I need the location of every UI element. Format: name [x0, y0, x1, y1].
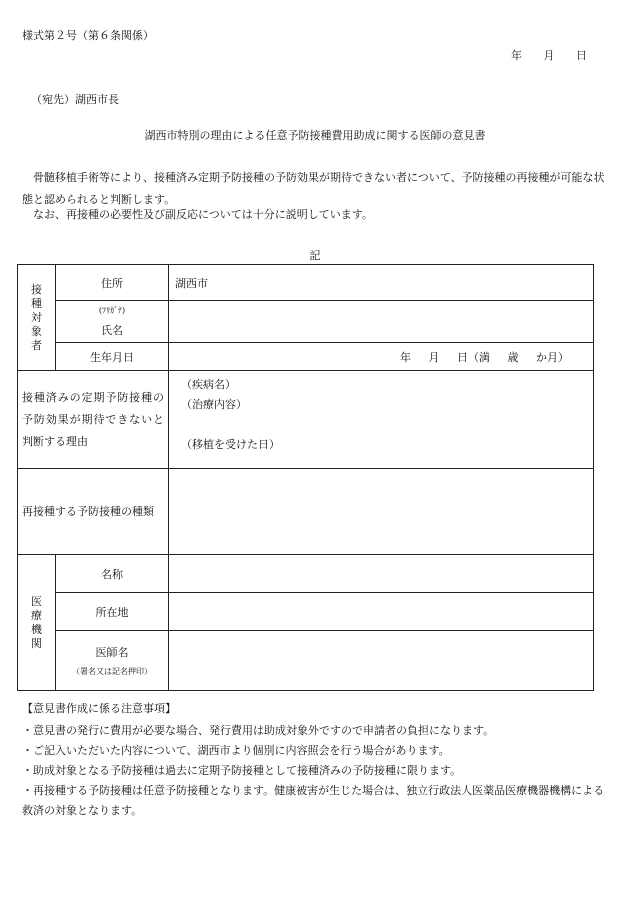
reason-field[interactable]	[169, 371, 594, 469]
dob-label: 生年月日	[56, 343, 169, 371]
address-value: 湖西市	[175, 276, 208, 290]
facility-address-label: 所在地	[56, 593, 169, 631]
doctor-name-field[interactable]	[169, 631, 594, 691]
medical-char: 医	[31, 594, 42, 608]
subject-char: 種	[31, 296, 42, 310]
medical-char: 機	[31, 622, 42, 636]
facility-name-field[interactable]	[169, 555, 594, 593]
name-field[interactable]	[169, 301, 594, 343]
facility-address-field[interactable]	[169, 593, 594, 631]
notes-heading: 【意見書作成に係る注意事項】	[22, 702, 176, 715]
subject-char: 象	[31, 324, 42, 338]
body-paragraph-1: 骨髄移植手術等により、接種済み定期予防接種の予防効果が期待できない者について、予防接種の再接種が可能な状態と認められると判断します。	[22, 171, 605, 206]
document-title: 湖西市特別の理由による任意予防接種費用助成に関する医師の意見書	[144, 129, 486, 142]
subject-group-label	[18, 265, 56, 371]
facility-address-row	[18, 593, 594, 631]
revaccine-label: 再接種する予防接種の種類	[18, 469, 169, 555]
name-label-cell	[56, 301, 169, 343]
doctor-row	[18, 631, 594, 691]
medical-char: 関	[31, 636, 42, 650]
doctor-label: 医師名	[95, 646, 129, 659]
opinion-form-table	[17, 264, 594, 691]
address-label: 住所	[56, 265, 169, 301]
address-field[interactable]	[169, 265, 594, 301]
reason-transplant-date: （移植を受けた日）	[181, 438, 280, 451]
medical-group-label	[18, 555, 56, 691]
addressee: （宛先）湖西市長	[31, 93, 119, 106]
dob-field[interactable]	[169, 343, 594, 371]
revaccine-row	[18, 469, 594, 555]
date-line: 年 月 日	[511, 49, 587, 62]
facility-name-label: 名称	[56, 555, 169, 593]
body-paragraph-2: なお、再接種の必要性及び副反応については十分に説明しています。	[33, 208, 373, 221]
address-row	[18, 265, 594, 301]
notes-item: ・意見書の発行に費用が必要な場合、発行費用は助成対象外ですので申請者の負担になります。	[22, 724, 495, 737]
subject-char: 対	[31, 310, 42, 324]
furigana-label: (ﾌﾘｶﾞﾅ)	[98, 306, 126, 315]
medical-char: 療	[31, 608, 42, 622]
dob-row	[18, 343, 594, 371]
subject-char: 接	[31, 282, 42, 296]
notes-item: ・ご記入いただいた内容について、湖西市より個別に内容照会を行う場合があります。	[22, 744, 450, 757]
revaccine-field[interactable]	[169, 469, 594, 555]
name-row	[18, 301, 594, 343]
facility-name-row	[18, 555, 594, 593]
subject-char: 者	[31, 338, 42, 352]
reason-treatment: （治療内容）	[181, 398, 247, 411]
notes-section	[22, 699, 612, 821]
notes-item: ・助成対象となる予防接種は過去に定期予防接種として接種済みの予防接種に限ります。	[22, 764, 462, 777]
reason-disease: （疾病名）	[181, 378, 236, 391]
name-label: 氏名	[101, 324, 123, 337]
doctor-signature-note: （署名又は記名押印）	[72, 667, 152, 676]
doctor-label-cell	[56, 631, 169, 691]
ki-heading: 記	[309, 249, 321, 262]
dob-value: 年 月 日（満 歳 か月）	[400, 350, 569, 364]
reason-row	[18, 371, 594, 469]
notes-item: ・再接種する予防接種は任意予防接種となります。健康被害が生じた場合は、独立行政法人医薬品医療機器機構による救済の対象となります。	[22, 784, 605, 817]
reason-label: 接種済みの定期予防接種の予防効果が期待できないと判断する理由	[18, 371, 169, 469]
form-number: 様式第２号（第６条関係）	[22, 29, 154, 42]
